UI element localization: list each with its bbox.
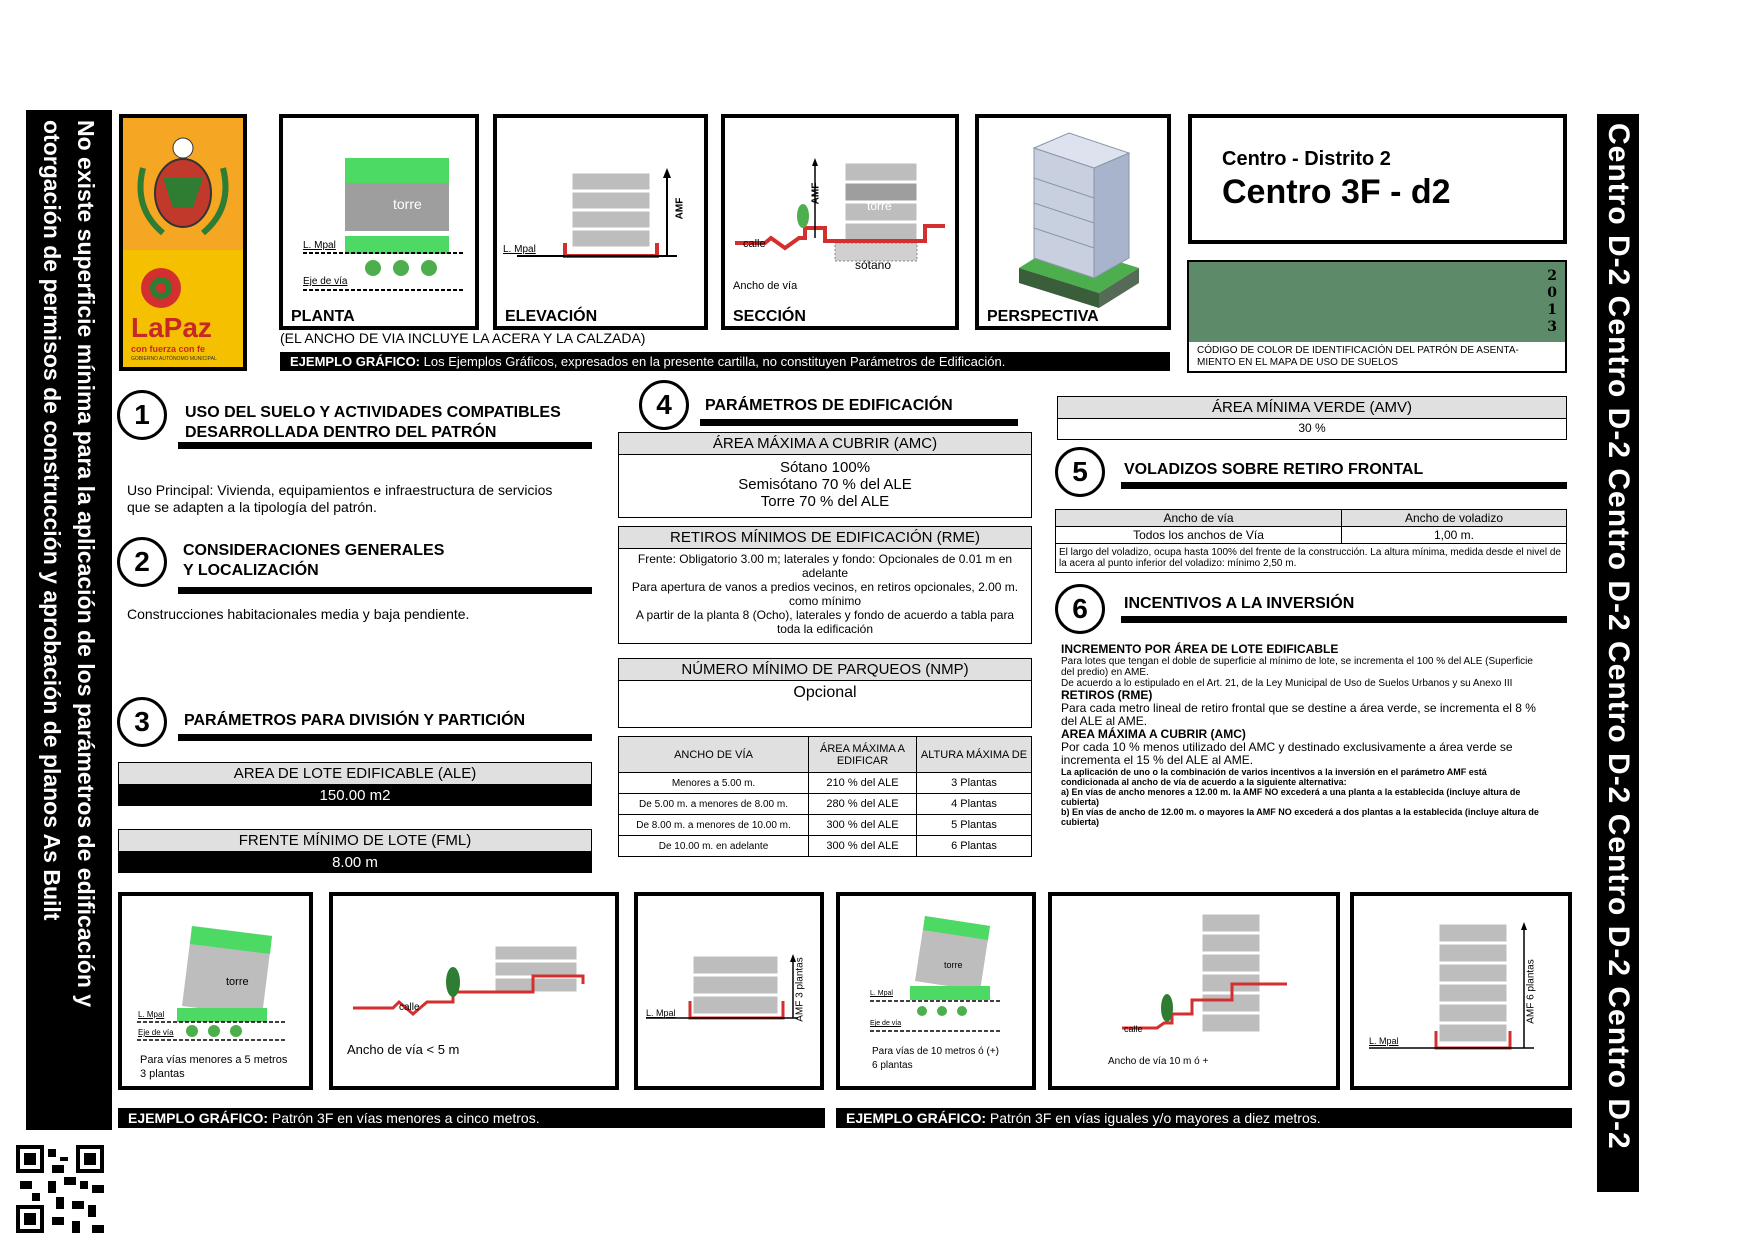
color-code-note: CÓDIGO DE COLOR DE IDENTIFICACIÓN DEL PATRÓN DE ASENTA- MIENTO EN EL MAPA DE USO DE SUELOS — [1197, 345, 1519, 368]
example-1 — [118, 892, 313, 1090]
ex6-amf: AMF 6 plantas — [1525, 959, 1537, 1024]
section1-title — [185, 403, 561, 443]
example-bar-top — [280, 352, 1170, 371]
section1-rule — [178, 442, 592, 449]
section2-title-line2: Y LOCALIZACIÓN — [183, 562, 319, 579]
section6-rule — [1121, 616, 1567, 623]
table-cell: 210 % del ALE — [809, 773, 917, 794]
district-label: Centro - Distrito 2 — [1222, 148, 1391, 170]
seccion-torre-label: torre — [867, 199, 892, 213]
diagram-planta — [279, 114, 479, 330]
planta-torre-label: torre — [393, 196, 422, 212]
table-row — [1056, 544, 1567, 573]
seccion-drawing — [725, 118, 955, 326]
example-3 — [634, 892, 824, 1090]
year-digit: 3 — [1547, 319, 1557, 335]
ale-label: AREA DE LOTE EDIFICABLE (ALE) — [118, 762, 592, 785]
section2-title — [183, 541, 444, 581]
planta-eje-label: Eje de vía — [303, 276, 348, 287]
seccion-amf-label: AMF — [810, 182, 822, 205]
table-cell: 6 Plantas — [917, 836, 1032, 857]
amf-table — [618, 736, 1032, 857]
example-2 — [329, 892, 619, 1090]
section6-number: 6 — [1055, 584, 1105, 634]
ex1-lmpal: L. Mpal — [138, 1010, 165, 1019]
table-row — [1056, 527, 1567, 544]
example-5 — [1048, 892, 1340, 1090]
ex3-lmpal: L. Mpal — [646, 1008, 676, 1018]
amf-th-area: ÁREA MÁXIMA A EDIFICAR — [809, 737, 917, 773]
example-bar-1 — [118, 1108, 825, 1128]
qr-code-icon — [16, 1145, 104, 1233]
perspectiva-drawing — [979, 118, 1167, 326]
section2-body: Construcciones habitacionales media y baja pendiente. — [127, 606, 470, 622]
voladizo-table — [1055, 509, 1567, 573]
right-banner-text: Centro D-2 Centro D-2 Centro D-2 Centro D-2 Centro D-2 Centro D-2 — [1602, 123, 1635, 1150]
table-row — [619, 794, 1032, 815]
diagram-elevacion — [493, 114, 708, 330]
table-cell: 3 Plantas — [917, 773, 1032, 794]
section1-body: Uso Principal: Vivienda, equipamientos e infraestructura de servicios que se adapten a la tipología del patrón. — [127, 482, 553, 515]
rme-line: A partir de la planta 8 (Ocho), laterales y fondo de acuerdo a tabla para toda la edificación — [635, 608, 1015, 636]
example-4-drawing — [840, 896, 1032, 1086]
table-cell: 280 % del ALE — [809, 794, 917, 815]
logo-panel — [119, 114, 247, 371]
section4-number: 4 — [639, 380, 689, 430]
incentive-text: Para lotes que tengan el doble de superficie al mínimo de lote, se incrementa el 100 % del ALE (Superficie del predio) en AME. — [1061, 656, 1533, 678]
lapaz-flame-icon — [123, 250, 243, 320]
ex1-eje: Eje de vía — [138, 1028, 174, 1037]
ex2-note: Ancho de vía < 5 m — [347, 1042, 460, 1057]
incentive-text: Por cada 10 % menos utilizado del AMC y destinado exclusivamente a área verde se incrementa el 15 % del ALE al AME. — [1061, 740, 1513, 767]
left-vertical-banner — [26, 110, 112, 1130]
example-bar-2-text: Patrón 3F en vías iguales y/o mayores a diez metros. — [989, 1110, 1321, 1126]
ex1-torre: torre — [226, 976, 249, 988]
table-row — [619, 836, 1032, 857]
example-3-drawing — [638, 896, 820, 1086]
rme-values — [619, 549, 1031, 639]
ex4-torre: torre — [944, 960, 963, 970]
rme-box — [618, 526, 1032, 644]
amc-line: Semisótano 70 % del ALE — [738, 476, 912, 493]
year-digit: 2 — [1547, 268, 1557, 284]
coat-of-arms — [123, 118, 243, 250]
ex5-calle: calle — [1124, 1024, 1143, 1034]
table-cell: 300 % del ALE — [809, 836, 917, 857]
amc-values — [619, 455, 1031, 510]
table-cell: 4 Plantas — [917, 794, 1032, 815]
rme-label: RETIROS MÍNIMOS DE EDIFICACIÓN (RME) — [619, 527, 1031, 549]
section1-title-line2: DESARROLLADA DENTRO DEL PATRÓN — [185, 424, 497, 441]
fml-value: 8.00 m — [118, 852, 592, 873]
title-box — [1188, 114, 1567, 244]
amv-label: ÁREA MÍNIMA VERDE (AMV) — [1058, 397, 1566, 419]
table-cell: De 10.00 m. en adelante — [619, 836, 809, 857]
section3-rule — [178, 734, 592, 741]
voladizo-note: El largo del voladizo, ocupa hasta 100% del frente de la construcción. La altura mínima, medida desde el nivel de la acera al punto inferior del voladizo: mínimo 2,50 m. — [1056, 544, 1567, 573]
color-code-box — [1187, 260, 1567, 373]
incentive-text: a) En vías de ancho menores a 12.00 m. la AMF NO excederá a una planta a la establecida (incluye altura de cubierta) — [1061, 787, 1521, 807]
ale-box — [118, 762, 592, 806]
amf-th-altura: ALTURA MÁXIMA DE — [917, 737, 1032, 773]
year-digit: 1 — [1547, 302, 1557, 318]
right-vertical-banner — [1597, 114, 1639, 1192]
section2-rule — [178, 587, 592, 594]
amc-line: Sótano 100% — [779, 459, 871, 476]
seccion-sotano-label: sótano — [855, 258, 892, 272]
nmp-label: NÚMERO MÍNIMO DE PARQUEOS (NMP) — [619, 659, 1031, 681]
section3-title: PARÁMETROS PARA DIVISIÓN Y PARTICIÓN — [184, 712, 526, 729]
year-digit: 0 — [1547, 285, 1557, 301]
section1-number: 1 — [117, 390, 167, 440]
section2-title-line1: CONSIDERACIONES GENERALES — [183, 542, 445, 559]
example-2-drawing — [333, 896, 615, 1086]
coat-of-arms-icon — [123, 118, 243, 250]
elevacion-label: ELEVACIÓN — [505, 308, 598, 325]
diagram-seccion — [721, 114, 959, 330]
ex4-eje: Eje de vía — [870, 1020, 902, 1027]
example-bar-top-label: EJEMPLO GRÁFICO: — [290, 354, 421, 369]
table-cell: De 5.00 m. a menores de 8.00 m. — [619, 794, 809, 815]
incentive-text: La aplicación de uno o la combinación de varios incentivos a la inversión en el parámetro AMF está condicionada al ancho de vía de acuerdo a la siguiente alternativa: — [1061, 767, 1487, 787]
incentive-heading: INCREMENTO POR ÁREA DE LOTE EDIFICABLE — [1061, 642, 1339, 656]
planta-label: PLANTA — [291, 308, 355, 325]
nmp-box — [618, 658, 1032, 728]
seccion-label: SECCIÓN — [733, 308, 806, 325]
ex5-note: Ancho de vía 10 m ó + — [1108, 1056, 1209, 1067]
seccion-calle-label: calle — [743, 238, 766, 250]
example-4 — [836, 892, 1036, 1090]
incentive-text: b) En vías de ancho de 12.00 m. o mayores la AMF NO excederá a dos plantas a la establecida (incluye altura de cubierta) — [1061, 807, 1539, 827]
logo-name: LaPaz — [131, 312, 212, 343]
voladizo-header — [1056, 510, 1567, 527]
logo-sub: GOBIERNO AUTÓNOMO MUNICIPAL — [131, 356, 217, 362]
incentive-heading: RETIROS (RME) — [1061, 688, 1153, 702]
section1-title-line1: USO DEL SUELO Y ACTIVIDADES COMPATIBLES — [185, 404, 561, 421]
section2-number: 2 — [117, 537, 167, 587]
amf-table-header — [619, 737, 1032, 773]
section5-number: 5 — [1055, 447, 1105, 497]
fml-box — [118, 829, 592, 873]
nmp-value: Opcional — [793, 684, 857, 701]
table-cell: Todos los anchos de Vía — [1056, 527, 1342, 544]
diagram-perspectiva — [975, 114, 1171, 330]
example-bar-top-text: Los Ejemplos Gráficos, expresados en la presente cartilla, no constituyen Parámetros de Edificación. — [423, 354, 1006, 369]
incentive-text: De acuerdo a lo estipulado en el Art. 21, de la Ley Municipal de Uso de Suelos Urbanos y su Anexo III — [1061, 678, 1513, 689]
pattern-title: Centro 3F - d2 — [1222, 173, 1451, 211]
section5-title: VOLADIZOS SOBRE RETIRO FRONTAL — [1124, 461, 1424, 478]
table-cell: 300 % del ALE — [809, 815, 917, 836]
ex4-lmpal: L. Mpal — [870, 990, 893, 997]
fml-label: FRENTE MÍNIMO DE LOTE (FML) — [118, 829, 592, 852]
diagram-note: (EL ANCHO DE VIA INCLUYE LA ACERA Y LA CALZADA) — [280, 330, 646, 346]
section6-body — [1061, 643, 1541, 827]
qr-code-graphic — [16, 1145, 104, 1233]
perspectiva-label: PERSPECTIVA — [987, 308, 1099, 325]
ex3-amf: AMF 3 plantas — [794, 957, 806, 1022]
amc-label: ÁREA MÁXIMA A CUBRIR (AMC) — [619, 433, 1031, 455]
logo-slogan: con fuerza con fe — [131, 344, 206, 354]
example-bar-2-label: EJEMPLO GRÁFICO: — [846, 1110, 987, 1126]
ex4-note: Para vías de 10 metros ó (+) — [872, 1046, 1000, 1057]
table-cell: De 8.00 m. a menores de 10.00 m. — [619, 815, 809, 836]
voladizo-th-voladizo: Ancho de voladizo — [1342, 510, 1567, 527]
section3-number: 3 — [117, 697, 167, 747]
ex4-note2: 6 plantas — [872, 1060, 913, 1071]
table-cell: 1,00 m. — [1342, 527, 1567, 544]
section4-rule — [700, 419, 1018, 426]
amv-value: 30 % — [1298, 421, 1326, 435]
section4-title: PARÁMETROS DE EDIFICACIÓN — [705, 397, 953, 414]
table-cell: Menores a 5.00 m. — [619, 773, 809, 794]
year-digits — [1547, 268, 1557, 336]
amc-box — [618, 432, 1032, 518]
example-bar-2 — [836, 1108, 1572, 1128]
rme-line: Para apertura de vanos a predios vecinos, en retiros opcionales, 2.00 m. como mínimo — [631, 580, 1019, 608]
lapaz-logo — [123, 250, 243, 367]
rme-line: Frente: Obligatorio 3.00 m; laterales y fondo: Opcionales de 0.01 m en adelante — [637, 552, 1013, 580]
ex1-note2: 3 plantas — [140, 1068, 185, 1080]
voladizo-th-ancho: Ancho de vía — [1056, 510, 1342, 527]
left-banner-text: No existe superficie mínima para la aplicación de los parámetros de edificación y otorgación de permisos de construcción y aprobación de planos As Built — [39, 120, 99, 1008]
amc-line: Torre 70 % del ALE — [760, 493, 890, 510]
ex1-note: Para vías menores a 5 metros — [140, 1054, 288, 1066]
table-row — [619, 815, 1032, 836]
table-row — [619, 773, 1032, 794]
planta-drawing — [283, 118, 475, 326]
color-swatch — [1189, 262, 1565, 342]
example-bar-1-text: Patrón 3F en vías menores a cinco metros. — [271, 1110, 540, 1126]
elevacion-lmpal-label: L. Mpal — [503, 244, 536, 255]
elevacion-drawing — [497, 118, 704, 326]
table-cell: 5 Plantas — [917, 815, 1032, 836]
amf-th-ancho: ANCHO DE VÍA — [619, 737, 809, 773]
planta-lmpal-label: L. Mpal — [303, 240, 336, 251]
section6-title: INCENTIVOS A LA INVERSIÓN — [1124, 595, 1355, 612]
elevacion-amf-label: AMF — [674, 197, 686, 220]
ex2-calle: calle — [399, 1002, 420, 1013]
seccion-ancho-label: Ancho de vía — [733, 280, 798, 292]
example-bar-1-label: EJEMPLO GRÁFICO: — [128, 1110, 269, 1126]
incentive-heading: AREA MÁXIMA A CUBRIR (AMC) — [1061, 727, 1246, 741]
ex6-lmpal: L. Mpal — [1369, 1036, 1399, 1046]
section5-rule — [1121, 482, 1567, 489]
amv-box — [1057, 396, 1567, 440]
ale-value: 150.00 m2 — [118, 785, 592, 806]
incentive-text: Para cada metro lineal de retiro frontal que se destine a área verde, se incrementa el 8 % del ALE al AME. — [1061, 701, 1536, 728]
example-6 — [1350, 892, 1572, 1090]
